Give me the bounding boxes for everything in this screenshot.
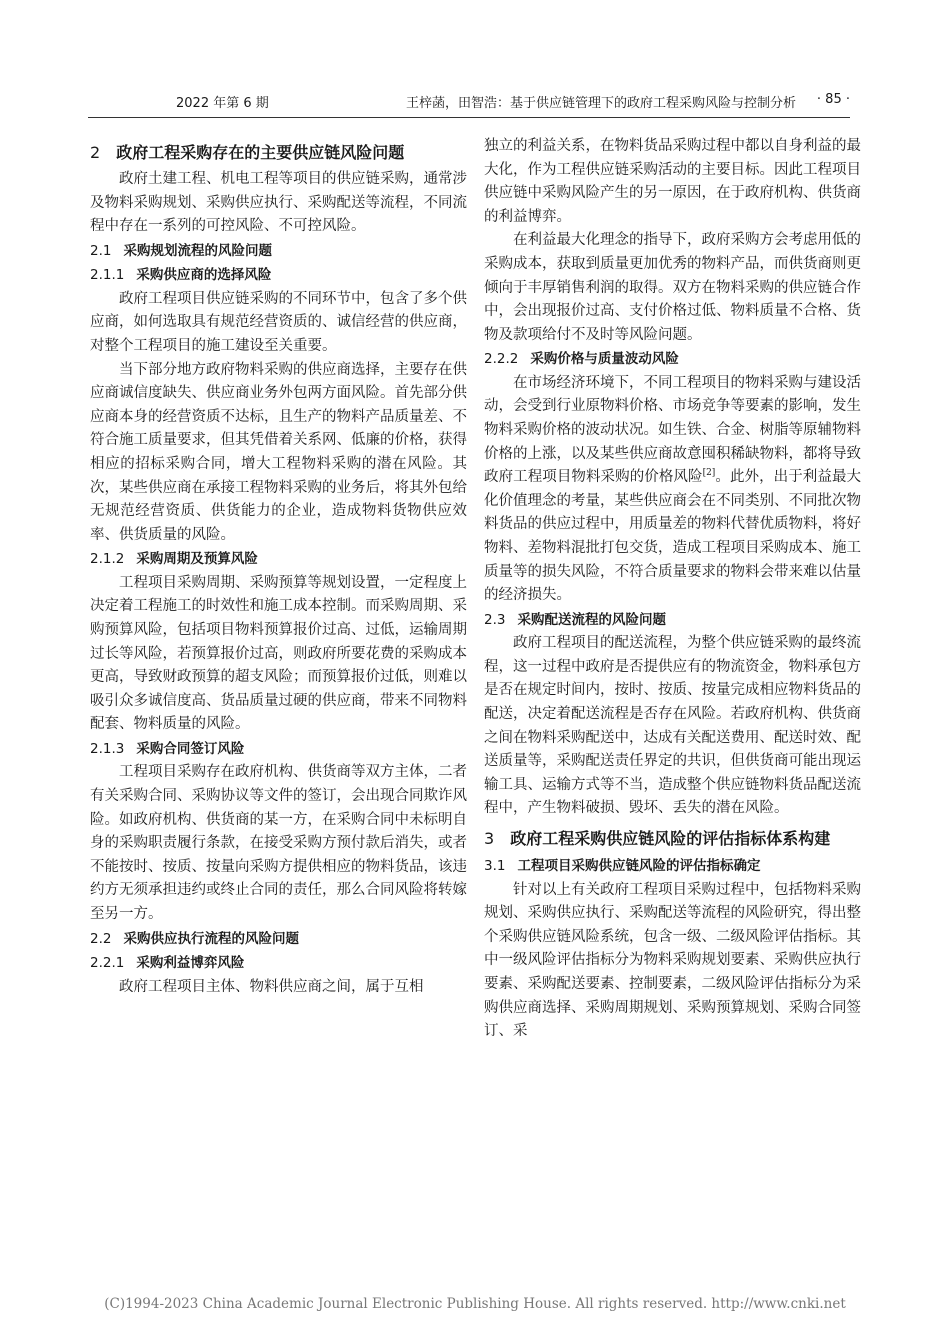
section-2-3-heading: 2.3 采购配送流程的风险问题 xyxy=(484,611,666,628)
paragraph: 政府工程项目主体、物料供应商之间，属于互相 xyxy=(119,978,424,995)
header-rule xyxy=(88,117,850,118)
paragraph: 工程项目采购周期、采购预算等规划设置，一定程度上决定着工程施工的时效性和施工成本控制。而采购周期、采购预算风险，包括项目物料预算报价过高、过低，运输周期过长等风险，若预算报价过高，则政府所要花费的采购成本更高，导致财政预算的超支风险；而预算报价过低，则难以吸引众多诚信度高、货品质量过硬的供应商，带来不同物料配套、物料质量的风险。 xyxy=(90,574,467,733)
paragraph: 政府工程项目供应链采购的不同环节中，包含了多个供应商，如何选取具有规范经营资质的、诚信经营的供应商，对整个工程项目的施工建设至关重要。 xyxy=(90,290,467,354)
paragraph: 在利益最大化理念的指导下，政府采购方会考虑用低的采购成本，获取到质量更加优秀的物料产品，而供货商则更倾向于丰厚销售利润的取得。双方在物料采购的供应链合作中，会出现报价过高、支付价格过低、物料质量不合格、货物及款项给付不及时等风险问题。 xyxy=(484,232,861,343)
page-number: · 85 · xyxy=(816,92,850,107)
running-header xyxy=(88,90,850,116)
left-column xyxy=(90,135,467,999)
section-2-1-3-heading: 2.1.3 采购合同签订风险 xyxy=(90,740,245,757)
running-title: 王梓菡，田智浩：基于供应链管理下的政府工程采购风险与控制分析 xyxy=(406,96,797,111)
paragraph: 工程项目采购存在政府机构、供货商等双方主体，二者有关采购合同、采购协议等文件的签订，会出现合同欺诈风险。如政府机构、供货商的某一方，在采购合同中未标明自身的采购职责履行条款，在接受采购方预付款后消失，或者不能按时、按质、按量向采购方提供相应的物料货品，该违约方无须承担违约或终止合同的责任，那么合同风险将转嫁至另一方。 xyxy=(90,764,467,923)
paragraph-continued: 独立的利益关系，在物料货品采购过程中都以自身利益的最大化，作为工程供应链采购活动的主要目标。因此工程项目供应链中采购风险产生的另一原因，在于政府机构、供货商的利益博弈。 xyxy=(484,138,861,225)
paragraph: 针对以上有关政府工程项目采购过程中，包括物料采购规划、采购供应执行、采购配送等流程的风险研究，得出整个采购供应链风险系统，包含一级、二级风险评估指标。其中一级风险评估指标分为物料采购规划要素、采购供应执行要素、采购配送要素、控制要素，二级风险评估指标分为采购供应商选择、采购周期规划、采购预算规划、采购合同签订、采 xyxy=(484,881,861,1040)
paragraph: 政府工程项目的配送流程，为整个供应链采购的最终流程，这一过程中政府是否提供应有的物流资金，物料承包方是否在规定时间内，按时、按质、按量完成相应物料货品的配送，决定着配送流程是否存在风险。若政府机构、供货商之间在物料采购配送中，达成有关配送费用、配送时效、配送质量等，采购配送责任界定的共识，但供货商可能出现运输工具、运输方式等不当，造成整个供应链物料货品配送流程中，产生物料破损、毁坏、丢失的潜在风险。 xyxy=(484,635,861,817)
paragraph: 当下部分地方政府物料采购的供应商选择，主要存在供应商诚信度缺失、供应商业务外包两方面风险。首先部分供应商本身的经营资质不达标，且生产的物料产品质量差、不符合施工质量要求，但其凭借着关系网、低廉的价格，获得相应的招标采购合同，增大工程物料采购的潜在风险。其次，某些供应商在承接工程物料采购的业务后，将其外包给无规范经营资质、供货能力的企业，造成物料货物供应效率、供货质量的风险。 xyxy=(90,361,467,543)
section-2-2-1-heading: 2.2.1 采购利益博弈风险 xyxy=(90,955,245,972)
citation[interactable]: [2] xyxy=(702,468,716,479)
copyright-footer: (C)1994-2023 China Academic Journal Electronic Publishing House. All rights reserved. http://www.cnki.net xyxy=(104,1296,846,1312)
right-column xyxy=(484,135,861,1044)
section-2-2-2-heading: 2.2.2 采购价格与质量波动风险 xyxy=(484,351,679,368)
section-2-1-1-heading: 2.1.1 采购供应商的选择风险 xyxy=(90,267,272,284)
section-2-intro: 政府土建工程、机电工程等项目的供应链采购，通常涉及物料采购规划、采购供应执行、采购配送等流程，不同流程中存在一系列的可控风险、不可控风险。 xyxy=(90,171,467,235)
section-3-1-heading: 3.1 工程项目采购供应链风险的评估指标确定 xyxy=(484,858,761,875)
section-2-2-heading: 2.2 采购供应执行流程的风险问题 xyxy=(90,930,299,947)
section-2-1-2-heading: 2.1.2 采购周期及预算风险 xyxy=(90,551,258,568)
section-2-heading: 2 政府工程采购存在的主要供应链风险问题 xyxy=(90,143,405,162)
journal-issue: 2022 年第 6 期 xyxy=(176,96,269,111)
paragraph: 在市场经济环境下，不同工程项目的物料采购与建设活动，会受到行业原物料价格、市场竞争等要素的影响，发生物料采购价格的波动状况。如生铁、合金、树脂等原辅物料价格的上涨，以及某些供应商故意囤积稀缺物料，都将导致政府工程项目物料采购的价格风险[2]。此外，出于利益最大化价值理念的考量，某些供应商会在不同类别、不同批次物料货品的供应过程中，用质量差的物料代替优质物料，将好物料、差物料混批打包交货，造成工程项目采购成本、施工质量等的损失风险，不符合质量要求的物料会带来难以估量的经济损失。 xyxy=(484,374,862,604)
section-3-heading: 3 政府工程采购供应链风险的评估指标体系构建 xyxy=(484,829,831,849)
section-2-1-heading: 2.1 采购规划流程的风险问题 xyxy=(90,242,272,259)
